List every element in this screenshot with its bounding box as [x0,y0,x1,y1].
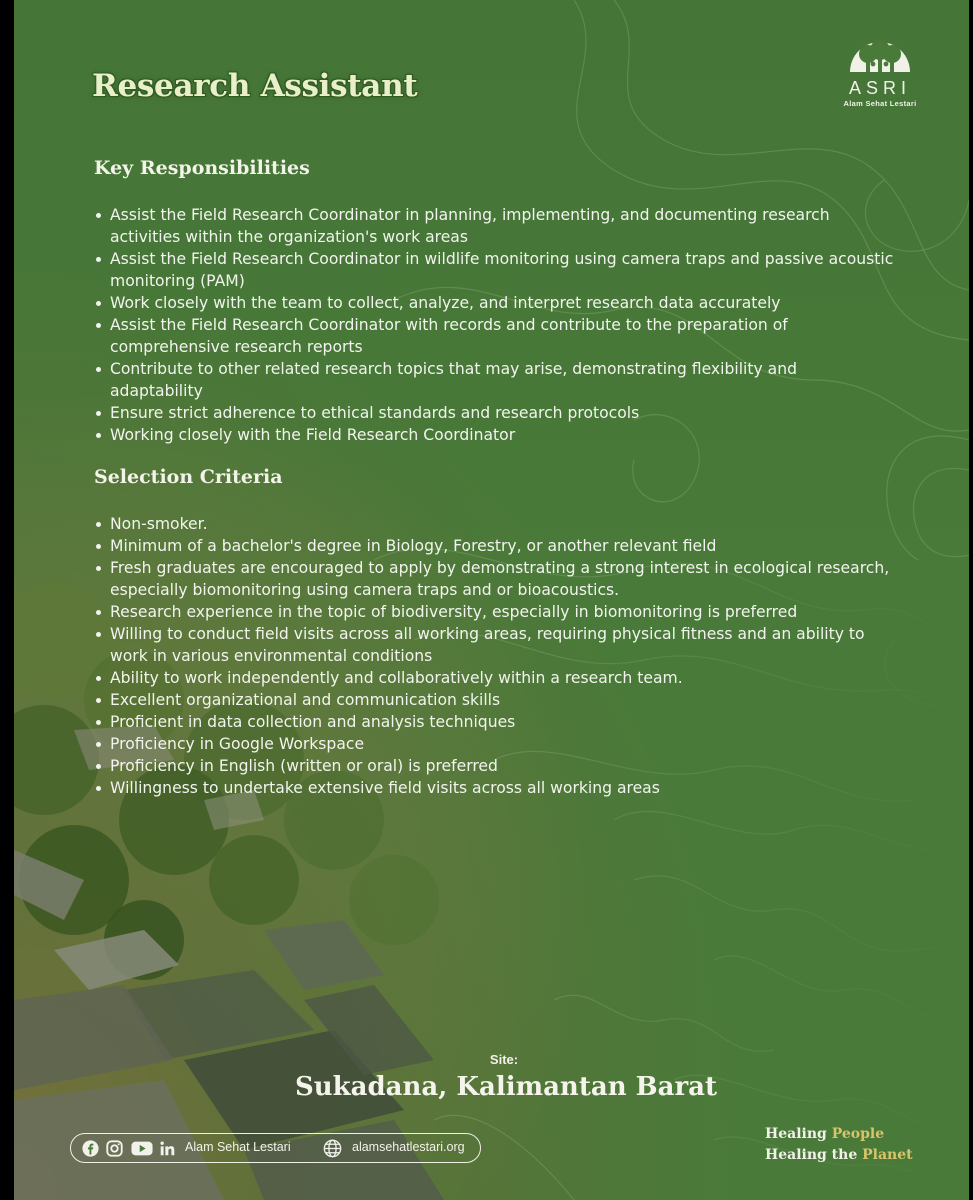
list-item: Research experience in the topic of biodiversity, especially in biomonitoring is preferred [94,601,894,623]
list-item: Assist the Field Research Coordinator in planning, implementing, and documenting research activities within the organization's work areas [94,204,894,248]
list-item: Work closely with the team to collect, analyze, and interpret research data accurately [94,292,894,314]
social-bar [70,1133,481,1163]
list-item: Ability to work independently and collaboratively within a research team. [94,667,894,689]
facebook-icon[interactable] [82,1140,99,1157]
tagline-1-prefix: Healing [765,1126,827,1142]
criteria-list [94,513,894,799]
youtube-icon[interactable] [131,1140,153,1157]
responsibilities-list [94,204,894,446]
list-item: Minimum of a bachelor's degree in Biology, Forestry, or another relevant field [94,535,894,557]
list-item: Assist the Field Research Coordinator with records and contribute to the preparation of comprehensive research reports [94,314,894,358]
site-name: Sukadana, Kalimantan Barat [294,1072,718,1102]
site-label: Site: [489,1052,519,1067]
tagline-2-accent: Planet [862,1147,913,1163]
tagline-line-1 [765,1126,884,1142]
social-account-name: Alam Sehat Lestari [185,1140,291,1154]
list-item: Fresh graduates are encouraged to apply by demonstrating a strong interest in ecological research, especially biomonitoring using camera traps and or bioacoustics. [94,557,894,601]
website-link[interactable]: alamsehatlestari.org [352,1140,465,1154]
logo-subtitle: Alam Sehat Lestari [843,99,917,108]
globe-icon [323,1139,342,1158]
list-item: Proficient in data collection and analysis techniques [94,711,894,733]
list-item: Non-smoker. [94,513,894,535]
list-item: Willing to conduct field visits across all working areas, requiring physical fitness and an ability to work in various environmental conditions [94,623,894,667]
criteria-heading: Selection Criteria [94,466,283,488]
list-item: Contribute to other related research topics that may arise, demonstrating flexibility and adaptability [94,358,894,402]
page-title: Research Assistant [92,68,418,104]
linkedin-icon[interactable] [159,1140,176,1157]
tagline-1-accent: People [831,1126,885,1142]
tagline-2-prefix: Healing the [765,1147,858,1163]
list-item: Proficiency in English (written or oral) is preferred [94,755,894,777]
list-item: Assist the Field Research Coordinator in wildlife monitoring using camera traps and passive acoustic monitoring (PAM) [94,248,894,292]
list-item: Excellent organizational and communication skills [94,689,894,711]
job-poster [14,0,969,1200]
responsibilities-heading: Key Responsibilities [94,157,310,179]
list-item: Ensure strict adherence to ethical standards and research protocols [94,402,894,424]
logo-wordmark: ASRI [848,78,911,98]
list-item: Working closely with the Field Research Coordinator [94,424,894,446]
list-item: Proficiency in Google Workspace [94,733,894,755]
tagline-line-2 [765,1147,913,1163]
list-item: Willingness to undertake extensive field visits across all working areas [94,777,894,799]
instagram-icon[interactable] [106,1140,123,1157]
